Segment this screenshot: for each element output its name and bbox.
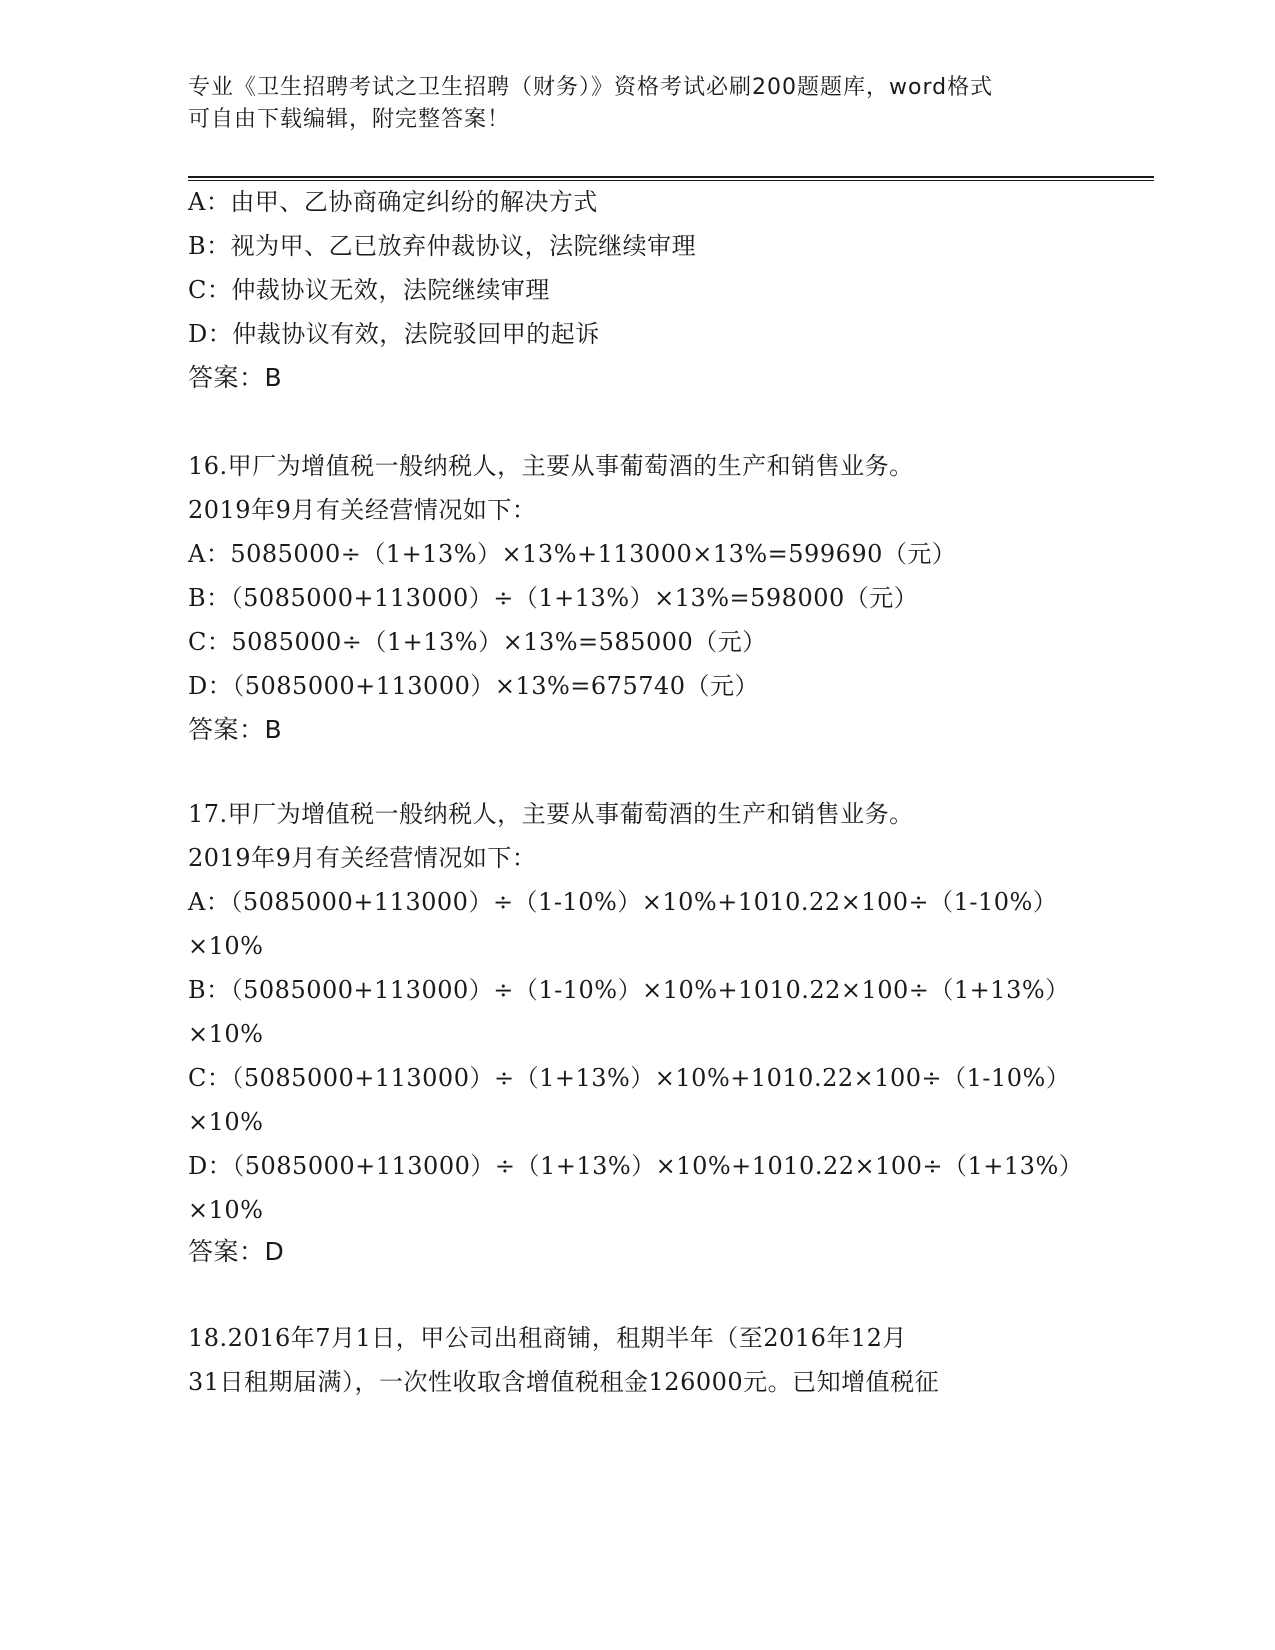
q17-option-b: B：（5085000+113000）÷（1-10%）×10%+1010.22×100÷（1+13%） [188,976,1070,1004]
q17-stem-line-2: 2019年9月有关经营情况如下： [188,844,537,872]
q15-answer: 答案：B [188,363,283,392]
header-divider [188,176,1154,180]
q17-answer: 答案：D [188,1237,285,1266]
q17-option-a-cont: ×10% [188,932,264,960]
q16-option-a: A：5085000÷（1+13%）×13%+113000×13%=599690（元） [188,540,957,568]
q15-option-a: A：由甲、乙协商确定纠纷的解决方式 [188,188,598,216]
q17-option-a: A：（5085000+113000）÷（1-10%）×10%+1010.22×100÷（1-10%） [188,888,1058,916]
q18-stem-line-2: 31日租期届满），一次性收取含增值税租金126000元。已知增值税征 [188,1368,940,1396]
header-title-line-1: 专业《卫生招聘考试之卫生招聘（财务）》资格考试必刷200题题库，word格式 [188,75,994,100]
q17-option-c: C：（5085000+113000）÷（1+13%）×10%+1010.22×100÷（1-10%） [188,1064,1071,1092]
q17-option-c-cont: ×10% [188,1108,264,1136]
q16-answer: 答案：B [188,715,283,744]
q17-stem-line-1: 17.甲厂为增值税一般纳税人，主要从事葡萄酒的生产和销售业务。 [188,800,914,828]
q17-option-d: D：（5085000+113000）÷（1+13%）×10%+1010.22×100÷（1+13%） [188,1152,1084,1180]
q16-option-d: D：（5085000+113000）×13%=675740（元） [188,672,760,700]
q15-option-b: B：视为甲、乙已放弃仲裁协议，法院继续审理 [188,232,697,260]
q17-option-d-cont: ×10% [188,1196,264,1224]
q18-stem-line-1: 18.2016年7月1日，甲公司出租商铺，租期半年（至2016年12月 [188,1324,907,1352]
q17-option-b-cont: ×10% [188,1020,264,1048]
q15-option-c: C：仲裁协议无效，法院继续审理 [188,276,550,304]
q16-stem-line-1: 16.甲厂为增值税一般纳税人，主要从事葡萄酒的生产和销售业务。 [188,452,914,480]
page-header [188,72,1068,136]
q16-option-b: B：（5085000+113000）÷（1+13%）×13%=598000（元） [188,584,919,612]
header-title-line-2: 可自由下载编辑，附完整答案！ [188,107,511,132]
q16-stem-line-2: 2019年9月有关经营情况如下： [188,496,537,524]
q15-option-d: D：仲裁协议有效，法院驳回甲的起诉 [188,320,600,348]
q16-option-c: C：5085000÷（1+13%）×13%=585000（元） [188,628,767,656]
